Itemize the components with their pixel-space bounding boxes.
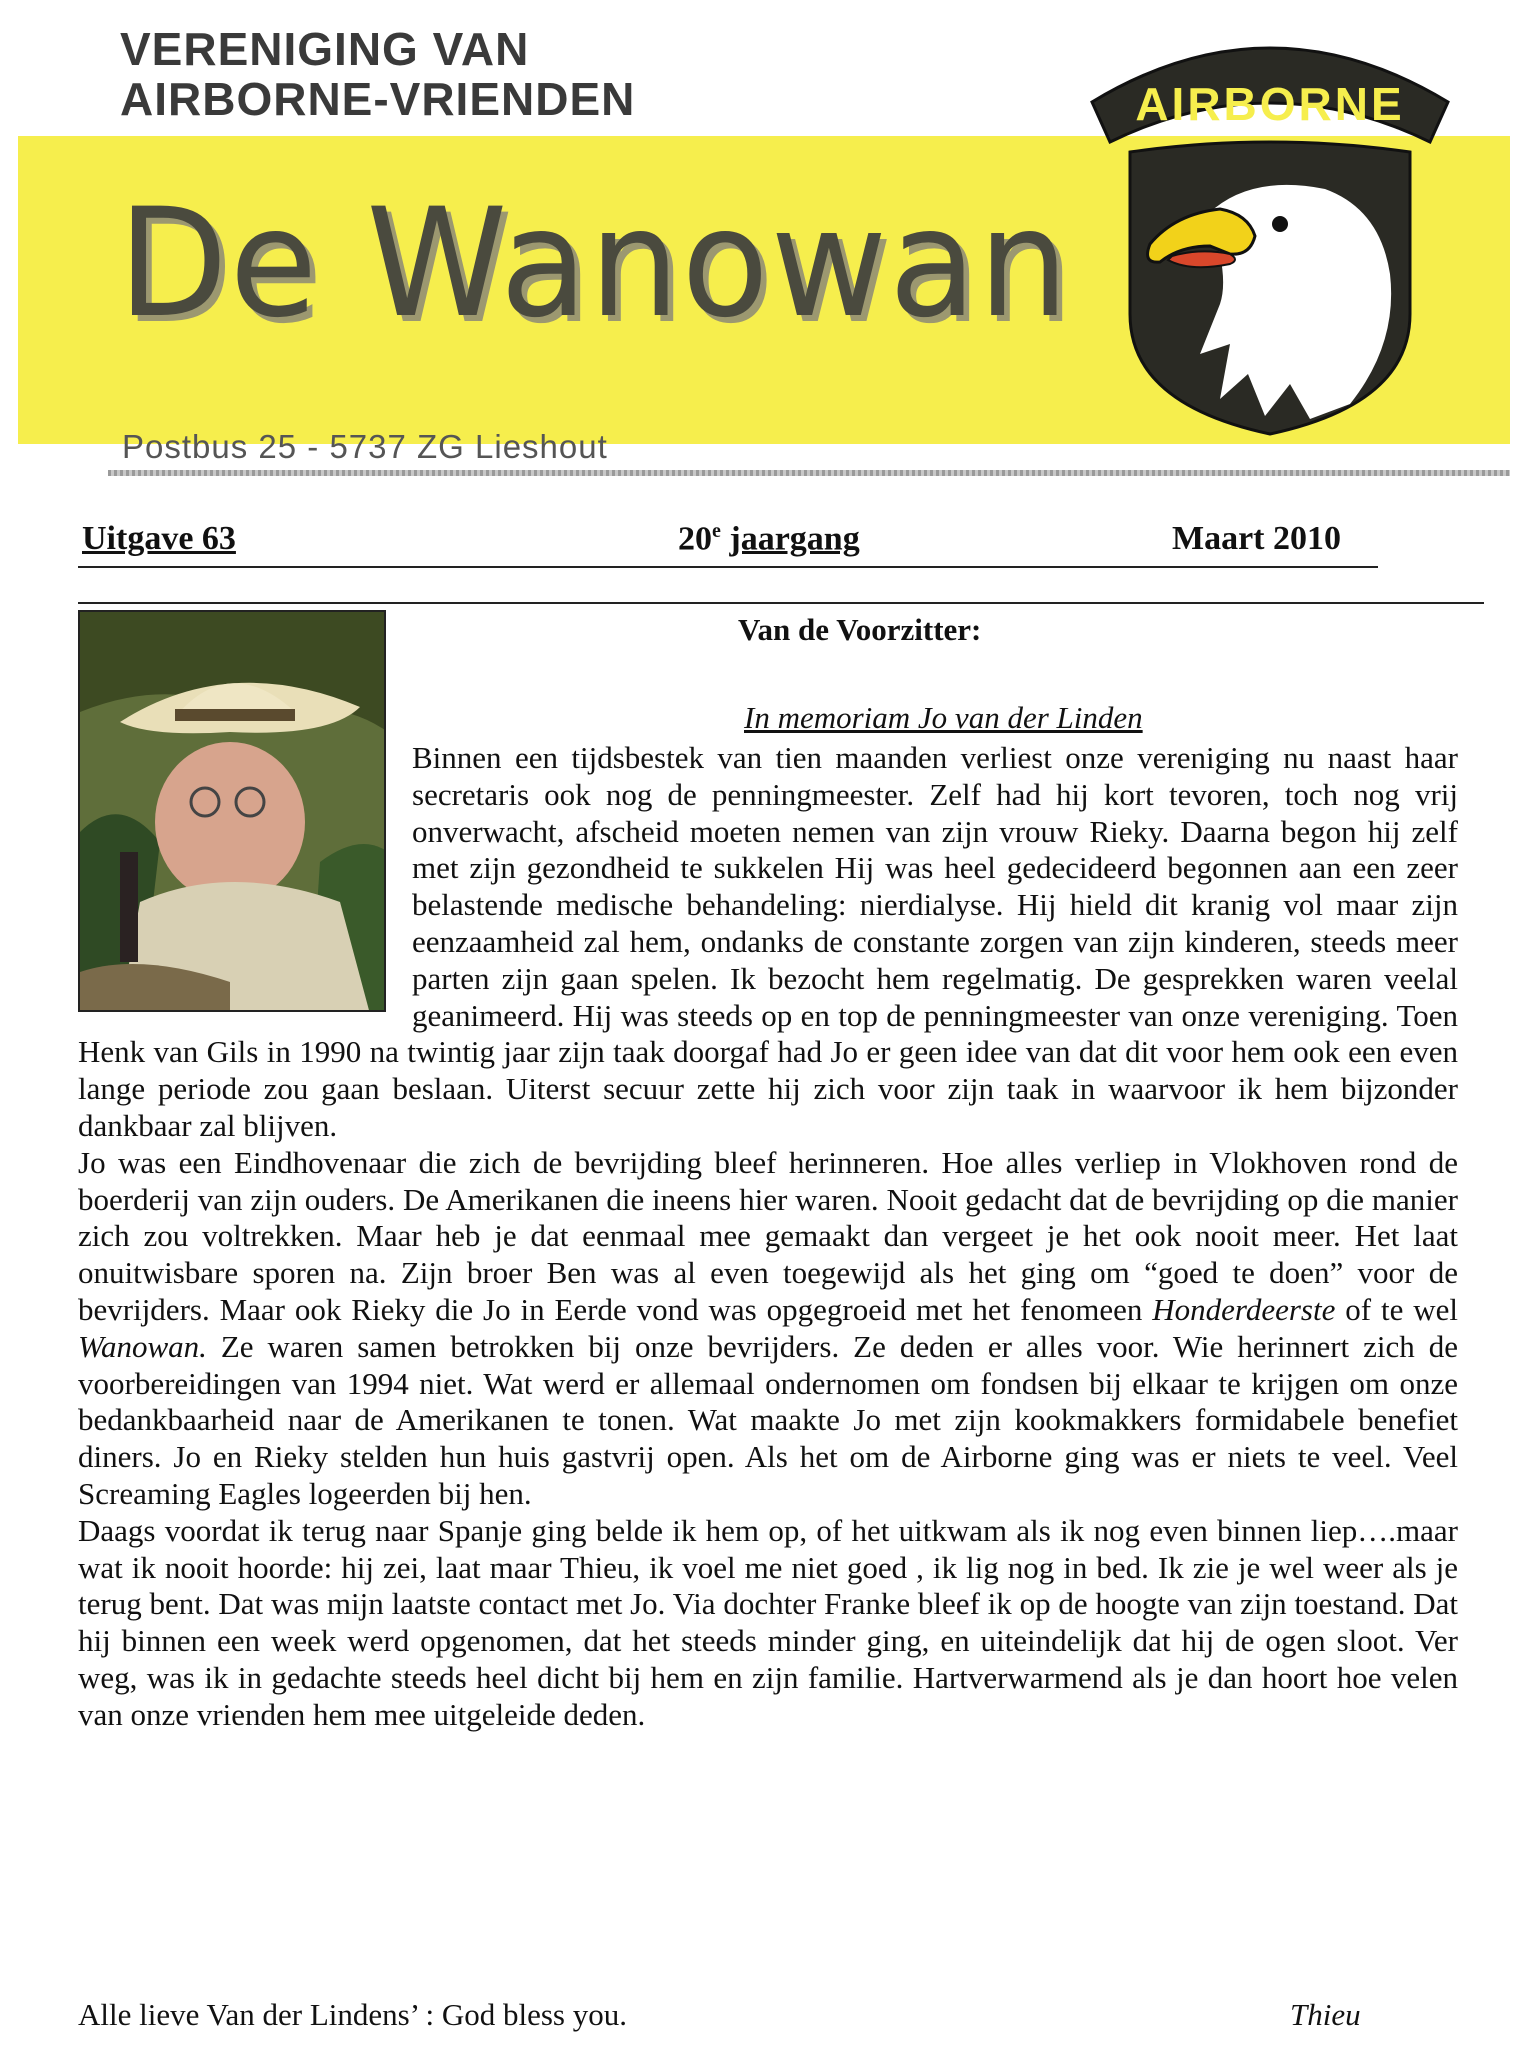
volume-word: jaargang bbox=[729, 520, 860, 558]
issue-rule bbox=[78, 566, 1378, 568]
content-rule bbox=[78, 602, 1484, 604]
volume bbox=[678, 520, 860, 558]
paragraph-2-b: of te wel bbox=[1345, 1291, 1459, 1327]
volume-number: 20 bbox=[678, 520, 712, 558]
article-heading: Van de Voorzitter: bbox=[738, 612, 982, 647]
article-subheading: In memoriam Jo van der Linden bbox=[744, 700, 1143, 735]
association-line-1: VERENIGING VAN bbox=[120, 23, 530, 75]
postal-address: Postbus 25 - 5737 ZG Lieshout bbox=[122, 428, 608, 465]
paragraph-1: Binnen een tijdsbestek van tien maanden verliest onze vereniging nu naast haar secretaris ook nog de penningmeester. Zelf had hij kort tevoren, toch nog vrij onverwacht, afscheid moeten nemen van zijn vrouw Rieky. Daarna begon hij zelf met zijn gezondheid te sukkelen Hij was heel gedecideerd begonnen aan een zeer belastende medische behandeling: nierdialyse. Hij hield dit kranig vol maar zijn eenzaamheid zal hem, ondanks de constante zorgen van zijn kinderen, steeds meer parten zijn gaan spelen. Ik bezocht hem regelmatig. De gesprekken waren veelal geanimeerd. Hij was steeds op en top de penningmeester van onze vereniging. Toen Henk van Gils in 1990 na twintig jaar zijn taak doorgaf had Jo er geen idee van dat dit voor hem ook een even lange periode zou gaan beslaan. Uiterst secuur zette hij zich voor zijn taak in waarvoor ik hem bijzonder dankbaar zal blijven. bbox=[78, 740, 1458, 1143]
wanowan: Wanowan. bbox=[78, 1328, 207, 1364]
masthead-divider bbox=[108, 470, 1510, 476]
patch-text: AIRBORNE bbox=[1135, 78, 1405, 130]
paragraph-2 bbox=[78, 1145, 1458, 1513]
honderdeerste: Honderdeerste bbox=[1152, 1291, 1336, 1327]
volume-suffix: e bbox=[712, 520, 721, 542]
issue-date: Maart 2010 bbox=[1172, 520, 1342, 557]
newsletter-title: De Wanowan bbox=[118, 177, 1071, 351]
paragraph-3: Daags voordat ik terug naar Spanje ging belde ik hem op, of het uitkwam als ik nog even binnen liep….maar wat ik nooit hoorde: hij zei, laat maar Thieu, ik voel me niet goed , ik lig nog in bed. Ik zie je wel weer als je terug bent. Dat was mijn laatste contact met Jo. Via dochter Franke bleef ik op de hoogte van zijn toestand. Dat hij binnen een week werd opgenomen, dat het steeds minder ging, en uiteindelijk dat hij de ogen sloot. Ver weg, was ik in gedachte steeds heel dicht bij hem en zijn familie. Hartverwarmend als je dan hoort hoe velen van onze vrienden hem mee uitgeleide deden. bbox=[78, 1512, 1458, 1732]
closing-line: Alle lieve Van der Lindens’ : God bless you. bbox=[78, 1997, 627, 2032]
paragraph-2-c: Ze waren samen betrokken bij onze bevrijders. Ze deden er alles voor. Wie herinnert zich de voorbereidingen van 1994 niet. Wat werd er allemaal ondernomen om fondsen bij elkaar te krijgen om onze bedankbaarheid naar de Amerikanen te tonen. Wat maakte Jo met zijn kookmakkers formidabele benefiet diners. Jo en Rieky stelden hun huis gastvrij open. Als het om de Airborne ging was er niets te veel. Veel Screaming Eagles logeerden bij hen. bbox=[78, 1328, 1458, 1511]
article-body bbox=[78, 740, 1458, 1734]
paragraph-2-a: Jo was een Eindhovenaar die zich de bevrijding bleef herinneren. Hoe alles verliep in Vlokhoven rond de boerderij van zijn ouders. De Amerikanen die ineens hier waren. Nooit gedacht dat de bevrijding op die manier zich zou voltrekken. Maar heb je dat eenmaal mee gemaakt dan vergeet je het ook nooit meer. Het laat onuitwisbare sporen na. Zijn broer Ben was al even toegewijd als het ging om “goed te doen” voor de bevrijders. Maar ook Rieky die Jo in Eerde vond was opgegroeid met het fenomeen bbox=[78, 1144, 1458, 1327]
issue-number: Uitgave 63 bbox=[82, 520, 236, 557]
association-name bbox=[120, 24, 635, 124]
association-line-2: AIRBORNE-VRIENDEN bbox=[120, 73, 636, 125]
airborne-eagle-patch bbox=[1080, 24, 1460, 444]
signature: Thieu bbox=[1290, 1997, 1361, 2032]
